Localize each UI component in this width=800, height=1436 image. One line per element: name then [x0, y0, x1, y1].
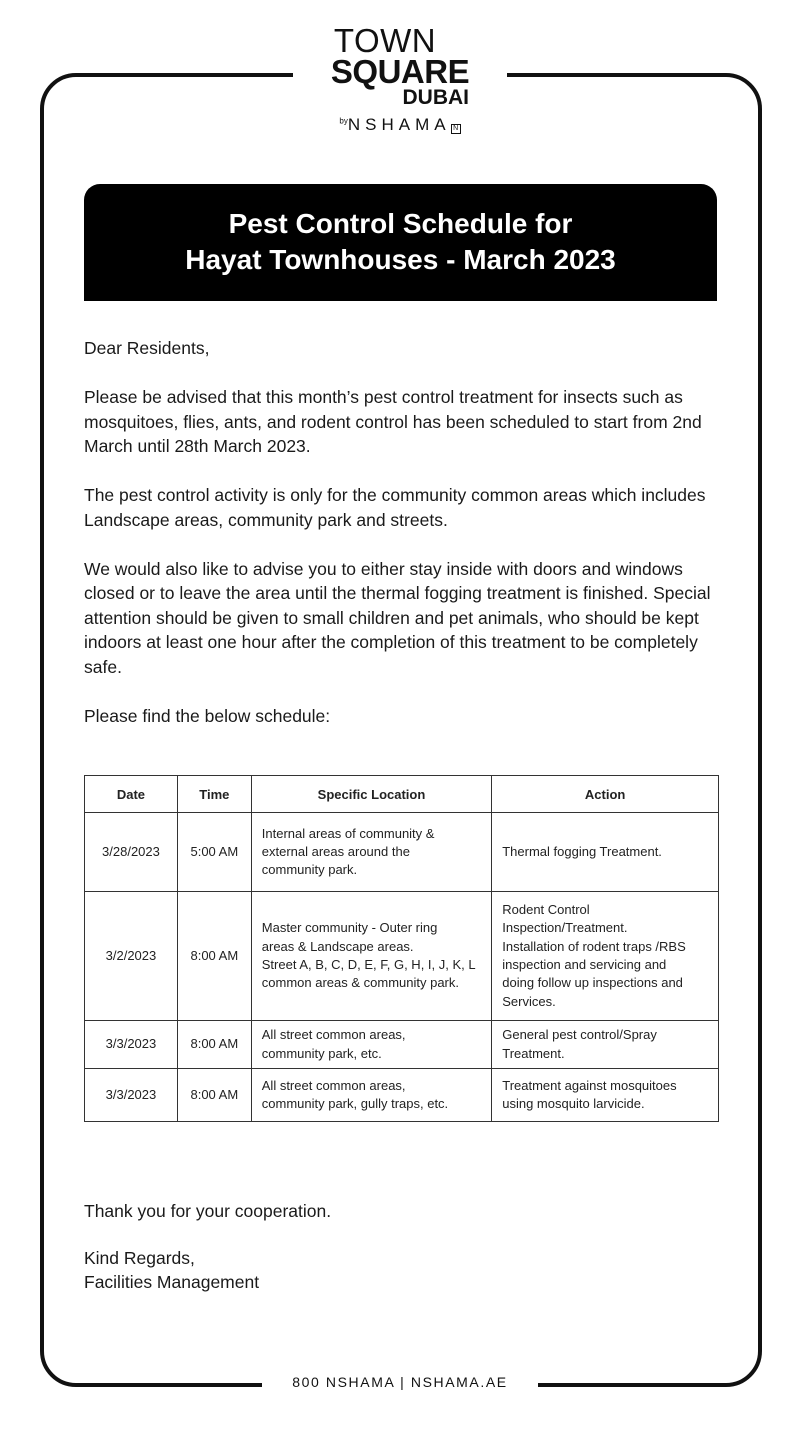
- action-line: Services.: [502, 993, 556, 1009]
- location-line: community park.: [261, 862, 358, 878]
- action-line: Installation of rodent traps /RBS: [502, 938, 686, 954]
- paragraph-scope: The pest control activity is only for the community common areas which includes Landscape areas, community park and streets.: [84, 485, 706, 530]
- page-title: [84, 184, 717, 278]
- logo-dubai: DUBAI: [402, 86, 469, 109]
- regards-text: Kind Regards,: [84, 1247, 195, 1268]
- action-line: Rodent Control: [502, 902, 590, 918]
- cell-location: [251, 813, 491, 892]
- table-row: [85, 892, 719, 1021]
- nshama-mark-icon: N: [451, 124, 461, 134]
- title-line-2: Hayat Townhouses - March 2023: [185, 244, 616, 275]
- cell-time: 8:00 AM: [177, 1069, 251, 1122]
- logo-brand: NSHAMA: [347, 115, 451, 134]
- cell-action: [492, 1021, 719, 1069]
- greeting: Dear Residents,: [84, 338, 210, 358]
- schedule-table: [84, 775, 719, 1122]
- table-header-row: [85, 776, 719, 813]
- location-line: common areas & community park.: [261, 975, 459, 991]
- cell-time: 5:00 AM: [177, 813, 251, 892]
- cell-time: 8:00 AM: [177, 892, 251, 1021]
- action-line: using mosquito larvicide.: [502, 1096, 645, 1111]
- cell-date: 3/3/2023: [85, 1021, 178, 1069]
- logo-square: SQUARE: [330, 53, 470, 90]
- cell-location: [251, 1069, 491, 1122]
- location-line: Street A, B, C, D, E, F, G, H, I, J, K, L: [261, 957, 476, 972]
- thank-you-text: Thank you for your cooperation.: [84, 1201, 332, 1221]
- paragraph-safety-advice: We would also like to advise you to either stay inside with doors and windows closed or to leave the area until the thermal fogging treatment is finished. Special attention should be given to small children and pet animals, who should be kept indoors at least one hour after the completion of this treatment to be completely safe.: [84, 558, 711, 677]
- paragraph-schedule-notice: Please be advised that this month’s pest control treatment for insects such as mosquitoes, flies, ants, and rodent control has been scheduled to start from 2nd March until 28th March 2023.: [84, 387, 702, 456]
- table-row: [85, 1069, 719, 1122]
- logo-town: TOWN: [333, 22, 437, 59]
- location-line: Internal areas of community &: [261, 825, 435, 841]
- town-square-logo: [293, 22, 507, 135]
- cell-location: [251, 1021, 491, 1069]
- action-line: General pest control/Spray: [502, 1027, 657, 1043]
- location-line: Master community - Outer ring: [261, 920, 438, 936]
- cell-location: [251, 892, 491, 1021]
- letter-closing: [84, 1199, 331, 1295]
- action-line: Treatment.: [502, 1045, 565, 1061]
- location-line: community park, etc.: [261, 1045, 382, 1061]
- header-date: Date: [85, 776, 178, 813]
- location-line: areas & Landscape areas.: [261, 938, 414, 954]
- action-line: Thermal fogging Treatment.: [502, 843, 662, 859]
- cell-date: 3/2/2023: [85, 892, 178, 1021]
- signature-text: Facilities Management: [84, 1272, 260, 1292]
- title-banner: [84, 184, 717, 301]
- location-line: All street common areas,: [261, 1077, 406, 1093]
- letter-body: [84, 336, 734, 753]
- table-row: [85, 1021, 719, 1069]
- action-line: Treatment against mosquitoes: [502, 1077, 677, 1093]
- location-line: community park, gully traps, etc.: [261, 1096, 449, 1111]
- logo-by-nshama: [293, 115, 507, 135]
- header-time: Time: [177, 776, 251, 813]
- header-location: Specific Location: [251, 776, 491, 813]
- location-line: All street common areas,: [261, 1027, 406, 1043]
- title-line-1: Pest Control Schedule for: [228, 208, 573, 239]
- location-line: external areas around the: [261, 843, 410, 859]
- footer-contact: 800 NSHAMA | NSHAMA.AE: [292, 1374, 508, 1390]
- action-line: doing follow up inspections and: [502, 975, 683, 991]
- action-line: inspection and servicing and: [502, 957, 667, 972]
- cell-date: 3/28/2023: [85, 813, 178, 892]
- cell-action: [492, 813, 719, 892]
- cell-action: [492, 1069, 719, 1122]
- cell-time: 8:00 AM: [177, 1021, 251, 1069]
- cell-date: 3/3/2023: [85, 1069, 178, 1122]
- logo-by: by: [339, 116, 348, 126]
- action-line: Inspection/Treatment.: [502, 920, 628, 936]
- cell-action: [492, 892, 719, 1021]
- paragraph-schedule-intro: Please find the below schedule:: [84, 705, 331, 726]
- table-row: [85, 813, 719, 892]
- header-action: Action: [492, 776, 719, 813]
